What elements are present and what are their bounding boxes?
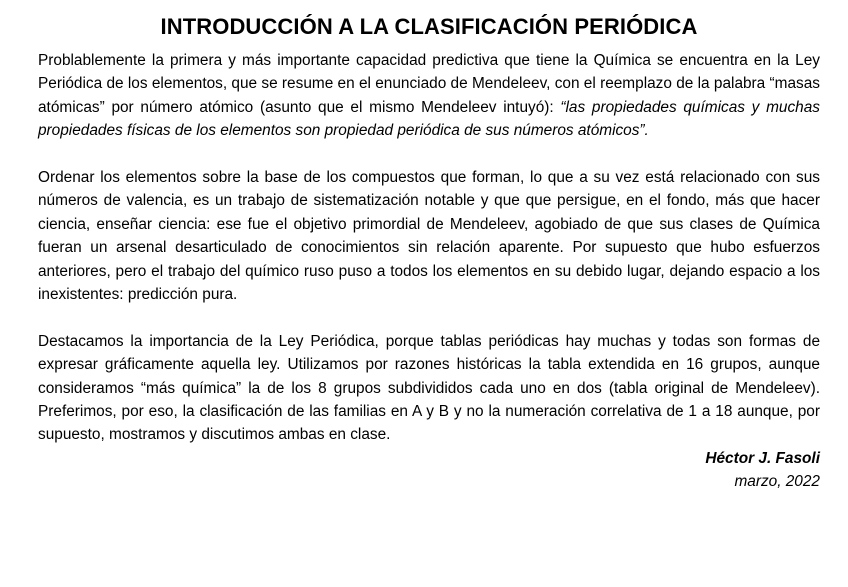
mendeleev-quote: “las propiedades químicas y muchas propiedades físicas de los elementos son propiedad periódica de sus números atómicos”.: [38, 98, 820, 140]
document-page: [38, 12, 820, 494]
paragraph-1-text: Problablemente la primera y más importante capacidad predictiva que tiene la Química se encuentra en la Ley Periódica de los elementos, que se resume en el enunciado de Mendeleev, con el reemplazo de la palabra “masas atómicas” por número atómico (asunto que el mismo Mendeleev intuyó):: [38, 52, 820, 116]
paragraph-1: [38, 49, 820, 143]
document-title: INTRODUCCIÓN A LA CLASIFICACIÓN PERIÓDICA: [160, 14, 698, 39]
author-name: Héctor J. Fasoli: [705, 449, 820, 467]
signature-block: [38, 447, 820, 494]
paragraph-2: Ordenar los elementos sobre la base de los compuestos que forman, lo que a su vez está relacionado con sus números de valencia, es un trabajo de sistematización notable y que que persigue, en el fondo, más que hacer ciencia, enseñar ciencia: ese fue el objetivo primordial de Mendeleev, agobiado de que sus clases de Química fueran un arsenal desarticulado de conocimientos sin relación aparente. Por supuesto que hubo esfuerzos anteriores, pero el trabajo del químico ruso puso a todos los elementos en su debido lugar, dejando espacio a los inexistentes: predicción pura.: [38, 169, 820, 304]
paragraph-3: Destacamos la importancia de la Ley Periódica, porque tablas periódicas hay muchas y todas son formas de expresar gráficamente aquella ley. Utilizamos por razones históricas la tabla extendida en 16 grupos, aunque consideramos “más química” la de los 8 grupos subdivididos cada uno en dos (tabla original de Mendeleev). Preferimos, por eso, la clasificación de las familias en A y B y no la numeración correlativa de 1 a 18 aunque, por supuesto, mostramos y discutimos ambas en clase.: [38, 332, 820, 444]
signature-date: marzo, 2022: [734, 473, 820, 491]
